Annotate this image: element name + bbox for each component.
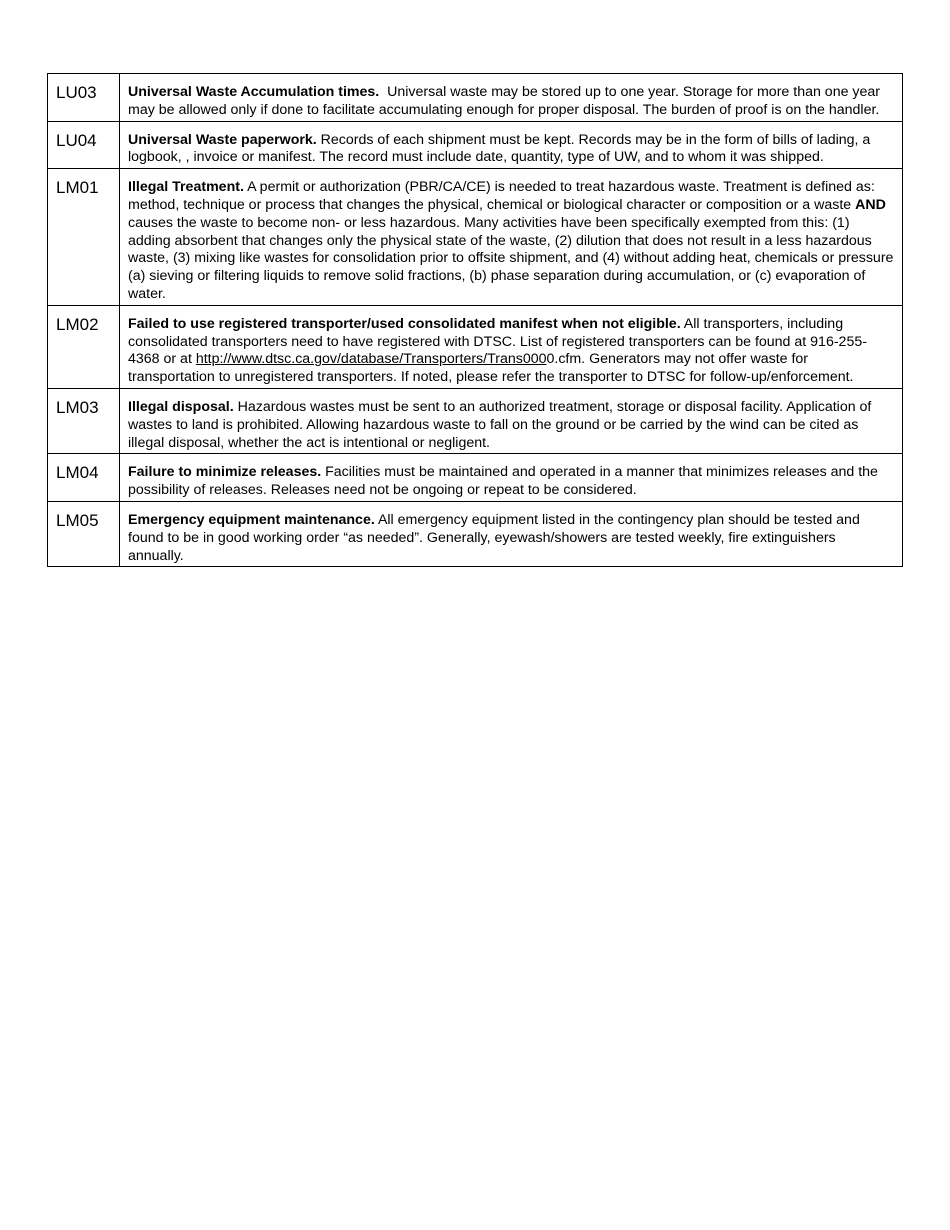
table-row [48, 121, 903, 169]
violation-description [120, 501, 903, 566]
violation-title: Failed to use registered transporter/used consolidated manifest when not eligible. [128, 315, 681, 332]
violation-code: LM02 [48, 305, 120, 388]
violation-body-continued: 0.cfm. Generators may not offer waste for transportation to unregistered transporters. If noted, please refer the transporter to DTSC for follow-up/enforcement. [128, 351, 854, 386]
violation-body: All transporters, including consolidated transporters need to have registered with DTSC. List of registered transporters can be found at 916-255-4368 or at [128, 315, 867, 368]
violation-body: Hazardous wastes must be sent to an authorized treatment, storage or disposal facility. Application of wastes to land is prohibited. Allowing hazardous waste to fall on the ground or be carried by the wind can be cited as illegal disposal, whether the act is intentional or negligent. [128, 398, 872, 451]
table-row [48, 74, 903, 122]
violation-description [120, 169, 903, 306]
violation-code: LM01 [48, 169, 120, 306]
violation-description [120, 388, 903, 453]
violation-title: Emergency equipment maintenance. [128, 511, 375, 528]
violation-body: Universal waste may be stored up to one year. Storage for more than one year may be allowed only if done to facilitate accumulating enough for proper disposal. The burden of proof is on the handler. [128, 84, 881, 118]
table-row [48, 305, 903, 388]
violation-title: Illegal disposal. [128, 398, 234, 415]
violation-title: Universal Waste Accumulation times. [128, 84, 380, 100]
table-row [48, 501, 903, 566]
violation-body: Facilities must be maintained and operated in a manner that minimizes releases and the possibility of releases. Releases need not be ongoing or repeat to be considered. [128, 464, 878, 499]
violation-code: LM04 [48, 454, 120, 502]
violation-body: A permit or authorization (PBR/CA/CE) is needed to treat hazardous waste. Treatment is defined as: method, technique or process that changes the physical, chemical or biological character or composition or a waste [128, 179, 875, 213]
violation-code: LM05 [48, 501, 120, 566]
violation-code: LU04 [48, 121, 120, 169]
emphasis-and: AND [855, 196, 886, 213]
violation-description [120, 74, 903, 122]
violation-body: Records of each shipment must be kept. Records may be in the form of bills of lading, a logbook, , invoice or manifest. The record must include date, quantity, type of UW, and to whom it was shipped. [128, 131, 871, 166]
violations-table [47, 73, 903, 567]
violation-description [120, 454, 903, 502]
violation-title: Universal Waste paperwork. [128, 131, 317, 148]
violation-body-continued: causes the waste to become non- or less hazardous. Many activities have been specifically exempted from this: (1) adding absorbent that changes only the physical state of the waste, (2) dilution that does not result in a less hazardous waste, (3) mixing like wastes for consolidation prior to offsite shipment, and (4) without adding heat, chemicals or pressure (a) sieving or filtering liquids to remove solid fractions, (b) phase separation during accumulation, or (c) evaporation of water. [128, 214, 894, 302]
violation-title: Illegal Treatment. [128, 179, 244, 196]
violation-code: LU03 [48, 74, 120, 122]
violation-description [120, 121, 903, 169]
table-row [48, 169, 903, 306]
violation-body: All emergency equipment listed in the contingency plan should be tested and found to be in good working order “as needed”. Generally, eyewash/showers are tested weekly, fire extinguishers annually. [128, 511, 860, 564]
transporters-link[interactable]: http://www.dtsc.ca.gov/database/Transporters/Trans000 [195, 351, 547, 368]
violation-title: Failure to minimize releases. [128, 464, 322, 481]
violation-code: LM03 [48, 388, 120, 453]
table-row [48, 454, 903, 502]
violation-description [120, 305, 903, 388]
table-row [48, 388, 903, 453]
